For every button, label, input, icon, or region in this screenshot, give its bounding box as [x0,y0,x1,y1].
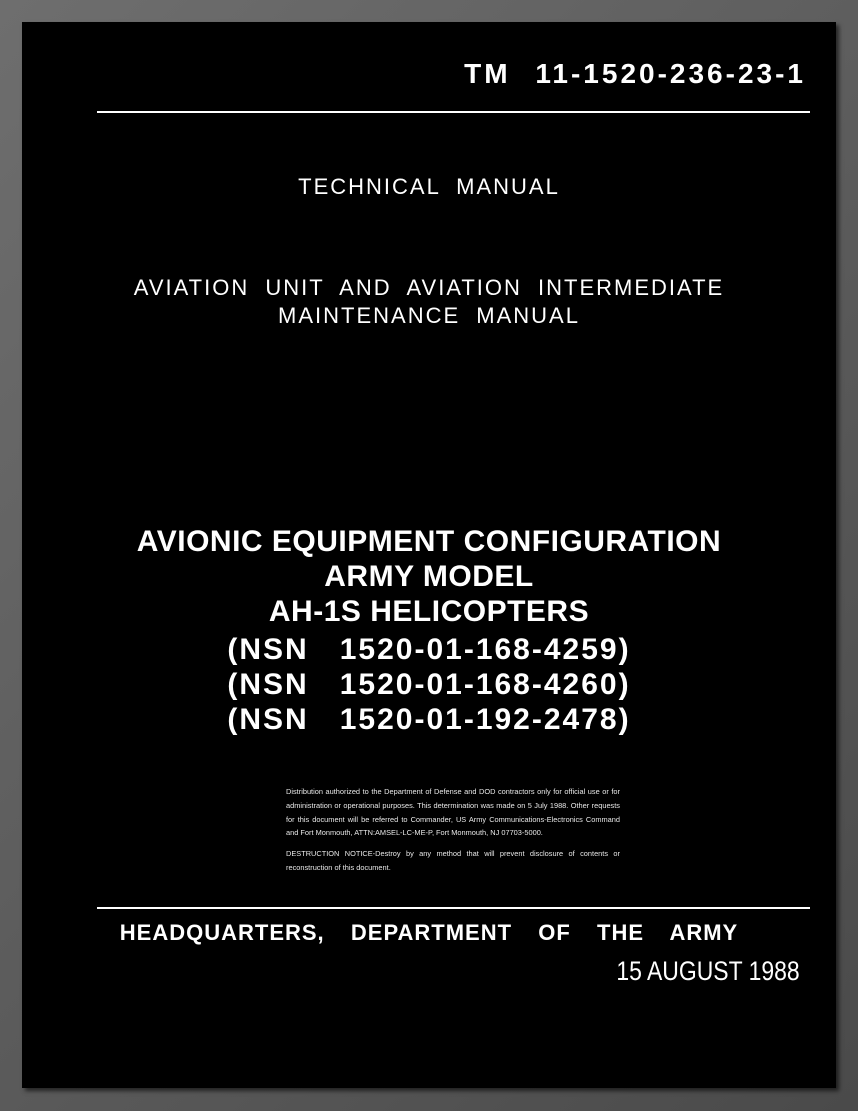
title-line-1: AVIONIC EQUIPMENT CONFIGURATION [136,525,722,558]
manual-subtitle [22,274,836,330]
destruction-notice: DESTRUCTION NOTICE-Destroy by any method that will prevent disclosure of contents or reconstruction of this document. [286,849,620,872]
headquarters: HEADQUARTERS, DEPARTMENT OF THE ARMY [119,920,739,945]
top-divider [97,111,810,113]
subtitle-line-1: AVIATION UNIT AND AVIATION INTERMEDIATE [133,275,725,300]
manual-type: TECHNICAL MANUAL [298,174,560,199]
nsn-line-2: (NSN 1520-01-168-4260) [227,668,631,701]
main-title [22,524,836,629]
nsn-line-1: (NSN 1520-01-168-4259) [227,633,631,666]
title-line-2: ARMY MODEL [324,560,534,593]
notices [286,785,620,882]
bottom-divider [97,907,810,909]
title-line-3: AH-1S HELICOPTERS [268,595,590,628]
subtitle-line-2: MAINTENANCE MANUAL [278,303,580,328]
nsn-line-3: (NSN 1520-01-192-2478) [227,703,631,736]
nsn-list [22,632,836,737]
tm-number: TM 11-1520-236-23-1 [464,58,806,89]
distribution-notice: Distribution authorized to the Department of Defense and DOD contractors only for official use or for administration or operational purposes. This determination was made on 5 July 1988. Other requests for this document will be referred to Commander, US Army Communications-Electronics Command and Fort Monmouth, ATTN:AMSEL-LC-ME-P, Fort Monmouth, NJ 07703-5000. [286,787,620,838]
publication-date: 15 AUGUST 1988 [616,956,800,986]
manual-cover [22,22,836,1088]
